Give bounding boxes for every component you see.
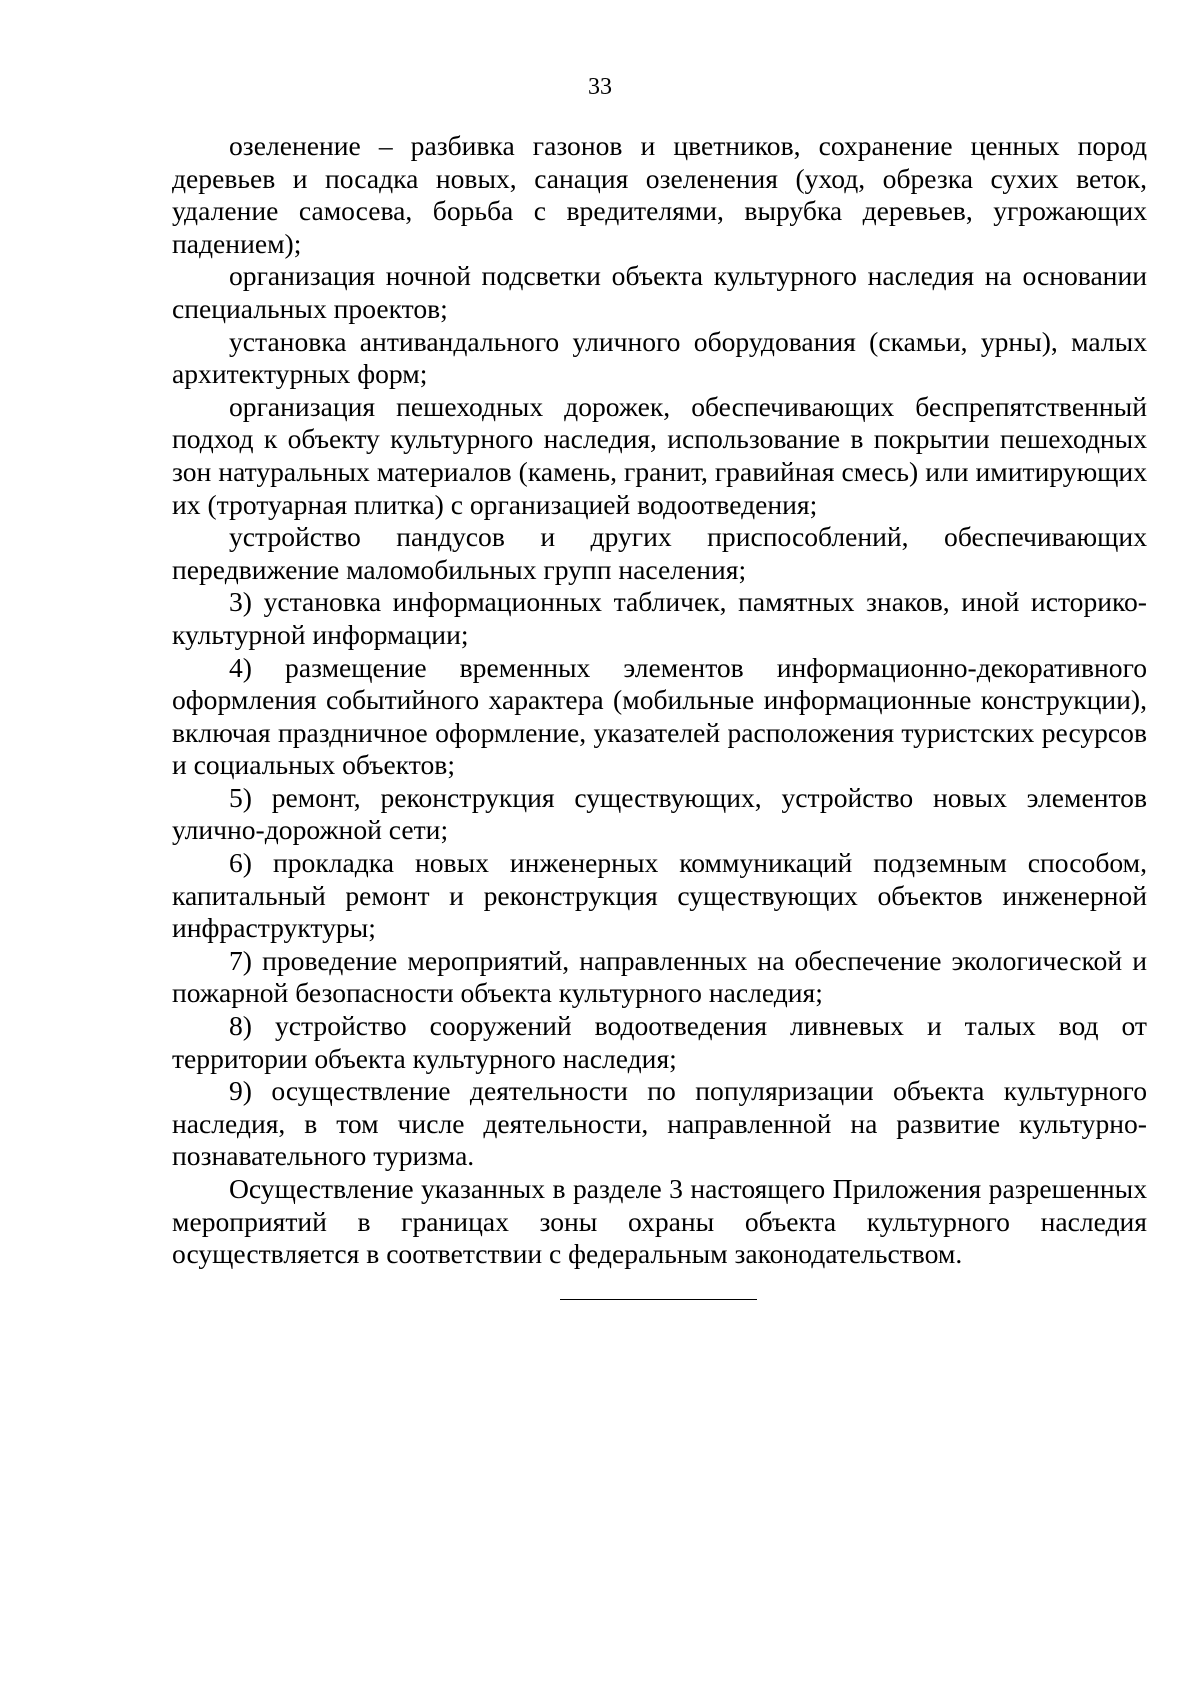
paragraph-item-5: 5) ремонт, реконструкция существующих, устройство новых элементов улично-дорожной сети; (172, 781, 1147, 846)
end-of-section-rule (560, 1299, 757, 1300)
page-number: 33 (588, 74, 612, 100)
paragraph-pedestrian-paths: организация пешеходных дорожек, обеспечивающих беспрепятственный подход к объекту культурного наследия, использование в покрытии пешеходных зон натуральных материалов (камень, гранит, гравийная смесь) или имитирующих их (тротуарная плитка) с организацией водоотведения; (172, 390, 1147, 520)
paragraph-closing: Осуществление указанных в разделе 3 настоящего Приложения разрешенных мероприятий в границах зоны охраны объекта культурного наследия осуществляется в соответствии с федеральным законодательством. (172, 1173, 1147, 1270)
paragraph-landscaping: озеленение – разбивка газонов и цветников, сохранение ценных пород деревьев и посадка новых, санация озеленения (уход, обрезка сухих веток, удаление самосева, борьба с вредителями, вырубка деревьев, угрожающих падением); (172, 130, 1147, 259)
paragraph-ramps: устройство пандусов и других приспособлений, обеспечивающих передвижение маломобильных групп населения; (172, 521, 1147, 585)
paragraph-night-lighting: организация ночной подсветки объекта культурного наследия на основании специальных проектов; (172, 260, 1147, 324)
paragraph-item-6: 6) прокладка новых инженерных коммуникаций подземным способом, капитальный ремонт и реконструкция существующих объектов инженерной инфраструктуры; (172, 847, 1147, 944)
paragraph-item-8: 8) устройство сооружений водоотведения ливневых и талых вод от территории объекта культурного наследия; (172, 1010, 1147, 1074)
paragraph-item-3: 3) установка информационных табличек, памятных знаков, иной историко-культурной информации; (172, 586, 1147, 650)
paragraph-item-7: 7) проведение мероприятий, направленных на обеспечение экологической и пожарной безопасности объекта культурного наследия; (172, 944, 1147, 1009)
document-body (172, 130, 1147, 1271)
paragraph-street-furniture: установка антивандального уличного оборудования (скамьи, урны), малых архитектурных форм; (172, 325, 1147, 390)
paragraph-item-4: 4) размещение временных элементов информационно-декоративного оформления событийного характера (мобильные информационные конструкции), включая праздничное оформление, указателей расположения туристских ресурсов и социальных объектов; (172, 651, 1147, 781)
paragraph-item-9: 9) осуществление деятельности по популяризации объекта культурного наследия, в том числе деятельности, направленной на развитие культурно-познавательного туризма. (172, 1075, 1147, 1172)
